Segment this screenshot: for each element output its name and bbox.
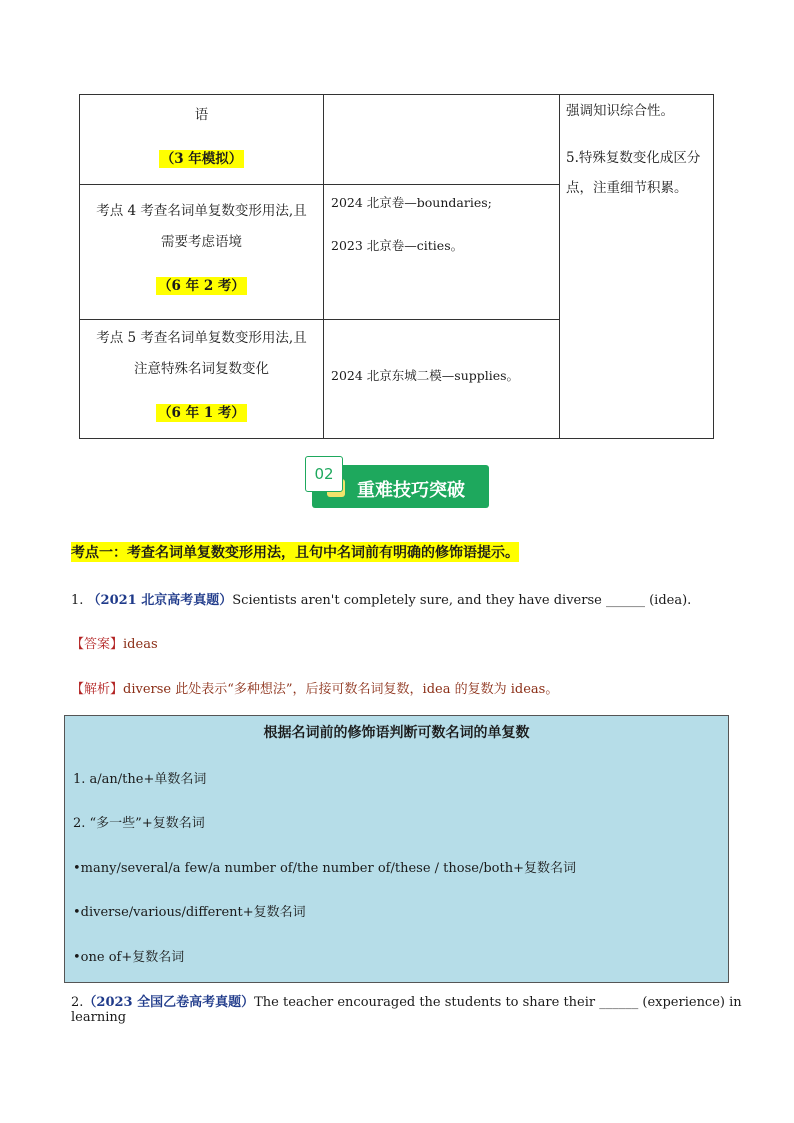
- table-cell-text: 2023 北京卷—cities。: [331, 238, 464, 253]
- table-cell-text: 考点 4 考查名词单复数变形用法,且: [96, 203, 307, 219]
- answer-label: 【答案】: [71, 637, 124, 652]
- analysis: [71, 678, 558, 697]
- tip-line: •one of+复数名词: [73, 950, 185, 965]
- question-2: [71, 991, 794, 1025]
- answer: [71, 633, 158, 652]
- section-heading: 考点一：考查名词单复数变形用法，且句中名词前有明确的修饰语提示。: [71, 542, 519, 562]
- year-tag: （6 年 2 考）: [158, 278, 245, 294]
- table-cell-text: 需要考虑语境: [161, 234, 242, 250]
- year-tag-wrap: [80, 147, 323, 167]
- table-cell-text: 强调知识综合性。: [566, 103, 674, 119]
- table-cell-text: 2024 北京东城二模—supplies。: [331, 368, 520, 383]
- table-cell-text: 点，注重细节积累。: [566, 180, 688, 196]
- tip-box-title: 根据名词前的修饰语判断可数名词的单复数: [263, 725, 530, 741]
- tip-line: 2. “多一些”+复数名词: [73, 816, 205, 831]
- question-text: The teacher encouraged the students to share their ______ (experience) in learning: [71, 995, 742, 1025]
- table-divider: [80, 184, 559, 185]
- table-cell-text: 5.特殊复数变化成区分: [566, 150, 701, 166]
- tip-box: [64, 715, 729, 983]
- banner-title: 重难技巧突破: [357, 480, 465, 501]
- table-cell-text: 注意特殊名词复数变化: [134, 361, 269, 377]
- year-tag-wrap: [80, 401, 323, 421]
- tip-line: 1. a/an/the+单数名词: [73, 772, 207, 787]
- exam-points-table: [79, 94, 714, 439]
- table-cell-text: 考点 5 考查名词单复数变形用法,且: [96, 330, 307, 346]
- question-number: 1.: [71, 593, 84, 608]
- year-tag-wrap: [80, 274, 323, 294]
- banner-number: 02: [305, 456, 343, 492]
- tip-line: •many/several/a few/a number of/the number of/these / those/both+复数名词: [73, 861, 576, 876]
- question-source: （2021 北京高考真题）: [87, 593, 233, 608]
- table-divider: [80, 319, 559, 320]
- question-number: 2.: [71, 995, 84, 1010]
- table-divider: [559, 95, 560, 438]
- table-cell-text: 语: [194, 107, 209, 123]
- table-divider: [323, 95, 324, 438]
- answer-text: ideas: [123, 637, 158, 652]
- year-tag: （3 年模拟）: [160, 151, 243, 167]
- question-source: （2023 全国乙卷高考真题）: [83, 995, 255, 1010]
- table-cell-text: 2024 北京卷—boundaries;: [331, 195, 492, 210]
- tip-line: •diverse/various/different+复数名词: [73, 905, 306, 920]
- analysis-text: diverse 此处表示“多种想法”，后接可数名词复数，idea 的复数为 ideas。: [123, 682, 559, 697]
- question-1: [71, 589, 691, 608]
- analysis-label: 【解析】: [71, 682, 124, 697]
- question-text: Scientists aren't completely sure, and they have diverse ______ (idea).: [232, 593, 692, 608]
- year-tag: （6 年 1 考）: [158, 405, 245, 421]
